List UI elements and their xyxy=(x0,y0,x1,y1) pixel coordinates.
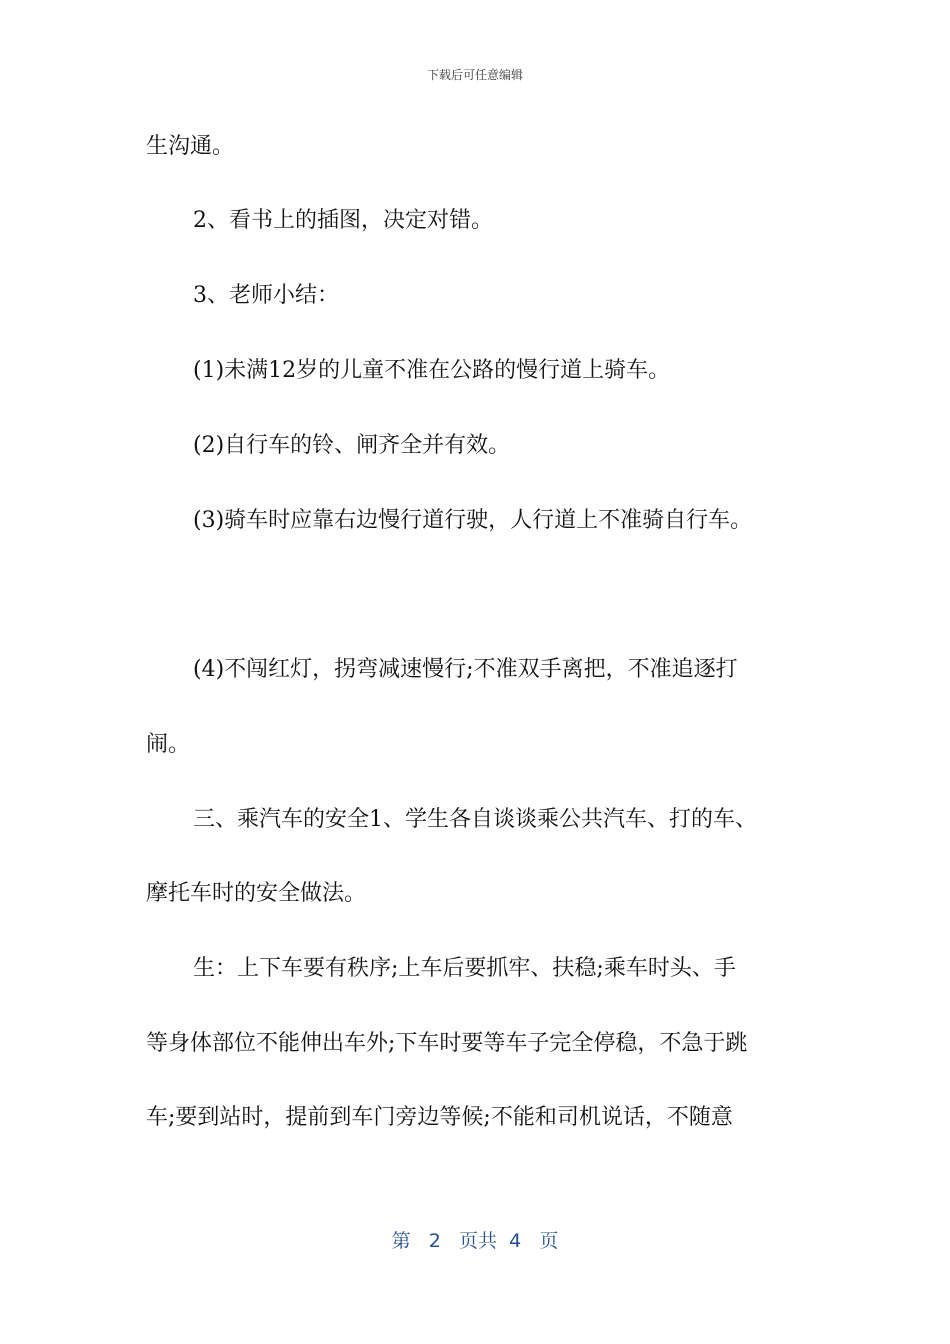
footer-page-label-suffix: 页 xyxy=(539,1230,559,1252)
text-line-12: 等身体部位不能伸出车外;下车时要等车子完全停稳，不急于跳 xyxy=(146,1031,748,1056)
text-line-5: (2)自行车的铃、闸齐全并有效。 xyxy=(193,433,511,458)
text-line-10: 摩托车时的安全做法。 xyxy=(146,881,367,906)
text-line-1: 生沟通。 xyxy=(146,134,235,159)
text-line-2: 2、看书上的插图，决定对错。 xyxy=(193,208,493,233)
text-line-9: 三、乘汽车的安全1、学生各自谈谈乘公共汽车、打的车、 xyxy=(193,807,757,832)
text-line-7: (4)不闯红灯，拐弯减速慢行;不准双手离把，不准追逐打 xyxy=(193,657,738,682)
text-line-4: (1)未满12岁的儿童不准在公路的慢行道上骑车。 xyxy=(193,358,671,383)
text-line-6: (3)骑车时应靠右边慢行道行驶，人行道上不准骑自行车。 xyxy=(193,508,753,533)
page-footer xyxy=(0,1226,950,1253)
footer-page-number: 2 xyxy=(428,1230,441,1252)
text-line-3: 3、老师小结： xyxy=(193,283,339,308)
text-line-13: 车;要到站时，提前到车门旁边等候;不能和司机说话，不随意 xyxy=(146,1105,733,1130)
footer-page-label-prefix: 第 xyxy=(391,1230,411,1252)
footer-total-pages: 4 xyxy=(509,1230,522,1252)
text-line-8: 闹。 xyxy=(146,732,191,757)
footer-page-label-mid: 页共 xyxy=(459,1230,498,1252)
page-header-note: 下载后可任意编辑 xyxy=(426,68,523,82)
text-line-11: 生：上下车要有秩序;上车后要抓牢、扶稳;乘车时头、手 xyxy=(193,956,736,981)
